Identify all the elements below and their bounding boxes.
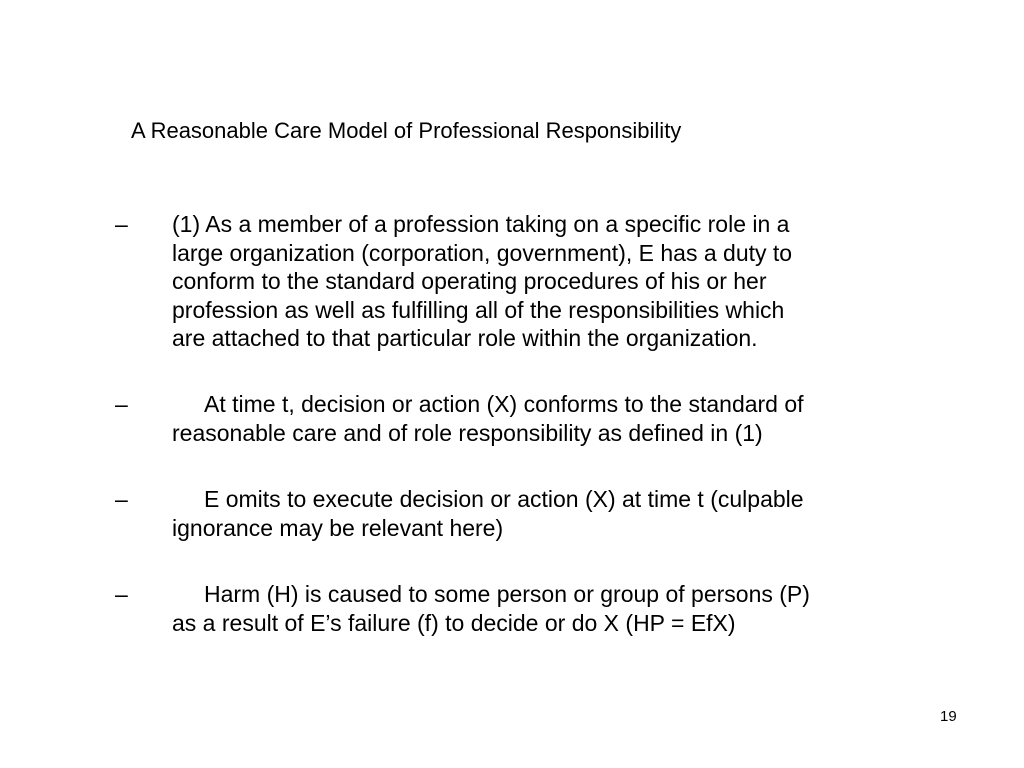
bullet-text: E omits to execute decision or action (X) at time t (culpable ignorance may be relevant here) <box>172 486 804 541</box>
bullet-text: At time t, decision or action (X) conforms to the standard of reasonable care and of role responsibility as defined in (1) <box>172 391 804 446</box>
bullet-text: Harm (H) is caused to some person or group of persons (P) as a result of E’s failure (f) to decide or do X (HP = EfX) <box>172 581 810 636</box>
bullet-item <box>115 580 975 637</box>
bullet-dash: – <box>115 581 128 607</box>
bullet-item <box>115 390 975 447</box>
slide-title: A Reasonable Care Model of Professional Responsibility <box>131 118 682 143</box>
bullet-dash: – <box>115 211 128 237</box>
bullet-dash: – <box>115 486 128 512</box>
bullet-item <box>115 210 975 353</box>
bullet-item <box>115 485 975 542</box>
bullet-dash: – <box>115 391 128 417</box>
page-number: 19 <box>940 708 957 725</box>
bullet-text: (1) As a member of a profession taking on a specific role in a large organization (corporation, government), E has a duty to conform to the standard operating procedures of his or her profession as well as fulfilling all of the responsibilities which are attached to that particular role within the organization. <box>172 211 793 351</box>
